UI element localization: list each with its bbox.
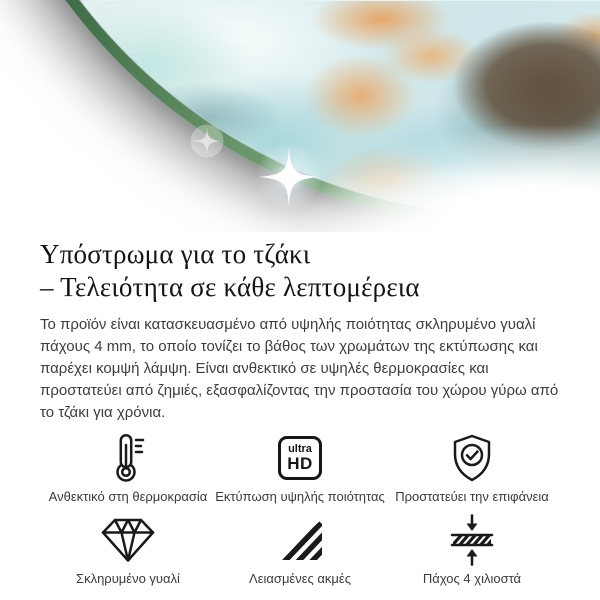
ultra-hd-text-bottom: HD [287, 454, 313, 473]
product-text-section [0, 238, 600, 586]
polished-edges-icon [276, 514, 324, 566]
feature-label: Εκτύπωση υψηλής ποιότητας [215, 489, 385, 504]
feature-tempered-glass [42, 514, 214, 586]
feature-label: Λειασμένες ακμές [249, 571, 351, 586]
shield-check-icon [449, 432, 495, 484]
feature-surface-protection [386, 432, 558, 504]
feature-label: Πάχος 4 χιλιοστά [422, 571, 522, 586]
feature-polished-edges [214, 514, 386, 586]
feature-label: Ανθεκτικό στη θερμοκρασία [48, 489, 208, 504]
glass-disc [0, 0, 600, 227]
feature-print-quality [214, 432, 386, 504]
page-title [40, 238, 560, 304]
diamond-icon [100, 514, 156, 566]
title-line-1: Υπόστρωμα για το τζάκι [40, 239, 311, 269]
feature-label: Σκληρυμένο γυαλί [76, 571, 180, 586]
product-photo [0, 0, 600, 232]
marble-print [1, 1, 600, 216]
feature-thickness [386, 514, 558, 586]
ultra-hd-text-top: ultra [288, 443, 312, 455]
title-line-2: – Τελειότητα σε κάθε λεπτομέρεια [40, 272, 420, 302]
glass-disc-face [0, 0, 600, 216]
feature-heat-resistant [42, 432, 214, 504]
product-description: Το προϊόν είναι κατασκευασμένο από υψηλής ποιότητας σκληρυμένο γυαλί πάχους 4 mm, το οποίο τονίζει το βάθος των χρωμάτων της εκτύπωσης και παρέχει κομψή λάμψη. Είναι ανθεκτικό σε υψηλές θερμοκρασίες και προστατεύει από ζημιές, εξασφαλίζοντας την προστασία του χώρου γύρω από το τζάκι για χρόνια. [40, 316, 559, 421]
feature-label: Προστατεύει την επιφάνεια [395, 489, 549, 504]
features-grid [42, 432, 558, 586]
thickness-icon [449, 514, 495, 566]
thermometer-icon [111, 432, 145, 484]
ultra-hd-icon [278, 432, 322, 484]
